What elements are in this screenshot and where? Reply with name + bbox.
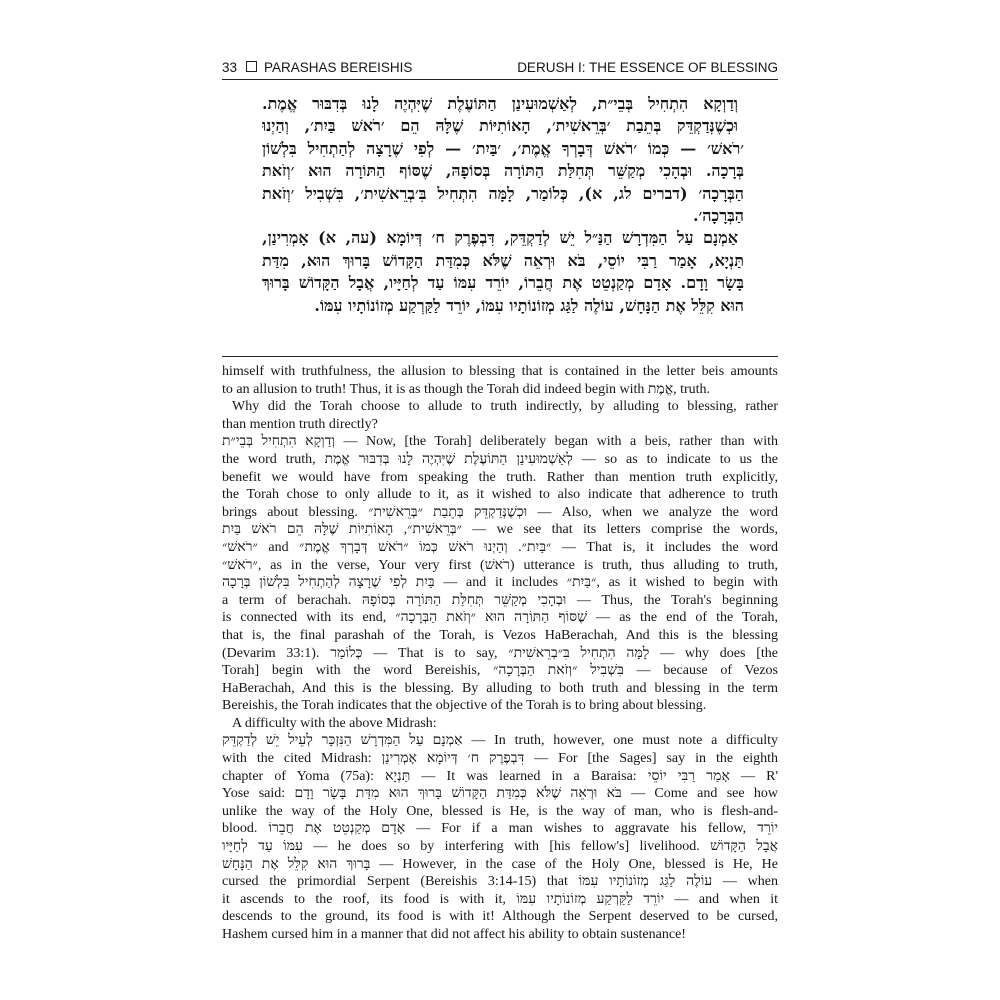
english-line: than mention truth directly? xyxy=(222,416,378,432)
english-line: ״רֹאשׁ״, as in the verse, Your very first (רֹאשׁ) utterance is truth, thus alluding to truth, xyxy=(222,557,778,573)
header-rule xyxy=(222,79,778,80)
english-line: to an allusion to truth! Thus, it is as though the Torah did indeed begin with אֱמֶת, truth. xyxy=(222,381,711,397)
hebrew-source-text xyxy=(262,93,744,317)
english-line: (Devarim 33:1). כְּלוֹמַר — That is to say, לָמָּה הִתְחִיל בִּ״בְרֵאשִׁית״ — why does [the xyxy=(222,645,778,661)
english-line: Hashem cursed him in a manner that did not affect his ability to obtain sustenance! xyxy=(222,927,686,942)
header-left xyxy=(222,60,412,75)
english-line: Bereishis, the Torah indicates that the objective of the Torah is to bring about blessing. xyxy=(222,698,707,714)
hebrew-line: וְדַוְקָא הִתְחִיל בְּבֵי״ת, לְאַשְׁמוּעִינַן הַתּוֹעֶלֶת שֶׁיִּהְיֶה לָנוּ בְּדִבּוּר אֱמֶת. xyxy=(262,94,738,113)
english-line: it ascends to the roof, its food is with it, יוֹרֵד לַקַּרְקַע מְזוֹנוֹתָיו עִמּוֹ — and when it xyxy=(222,891,778,907)
hebrew-line: וּכְשֶׁנְּדַקְדֵּק בְּתֵבַת ׳בְּרֵאשִׁית׳, הָאוֹתִיּוֹת שֶׁלָּהּ הֵם ׳רֹאשׁ בַּיִת׳, וְהַיְנוּ xyxy=(262,116,738,136)
hebrew-line: ׳רֹאשׁ׳ — כְּמוֹ ׳רֹאשׁ דְּבָרְךָ אֱמֶת׳, ׳בַּיִת׳ — לְפִי שֶׁרָצָה לְהַתְחִיל בִּלְשׁוֹן xyxy=(262,138,744,158)
english-line: cursed the primordial Serpent (Bereishis 3:14-15) that עוֹלֶה לַגַּג מְזוֹנוֹתָיו עִמּוֹ — when xyxy=(222,874,778,890)
hebrew-line: הַבְּרָכָה׳ (דברים לג, א), כְּלוֹמַר, לָמָּה הִתְחִיל בִּ׳בְרֵאשִׁית׳, בִּשְׁבִיל ׳וְזֹאת xyxy=(262,183,744,203)
running-header xyxy=(222,58,778,80)
english-line: blood. אָדָם מְקַנְטֵט אֶת חֲבֵרוֹ — For if a man wishes to aggravate his fellow, יוֹרֵד xyxy=(222,821,778,837)
square-bullet-icon xyxy=(246,61,257,72)
english-commentary xyxy=(222,363,778,944)
hebrew-line: הַבְּרָכָה׳. xyxy=(692,205,744,225)
english-line: himself with truthfulness, the allusion to blessing that is contained in the letter beis amounts xyxy=(222,364,778,379)
english-line: אַמְנָם עַל הַמִּדְרָשׁ הַנִּזְכָּר לְעֵיל יֵשׁ לְדַקְדֵּק — In truth, however, one must note a difficulty xyxy=(222,733,778,749)
english-line: benefit we would have from speaking the truth. Rather than mention truth explicitly, xyxy=(222,469,778,485)
hebrew-line: תַּנְיָא, אָמַר רַבִּי יוֹסֵי, בֹּא וּרְאֵה שֶׁלֹּא כְּמִדַּת הַקָּדוֹשׁ בָּרוּךְ הוּא, מִדַּת xyxy=(262,250,744,270)
section-title: PARASHAS BEREISHIS xyxy=(264,60,413,75)
hebrew-line: אַמְנָם עַל הַמִּדְרָשׁ הַנַּ״ל יֵשׁ לְדַקְדֵּק, דִּבְפֶרֶק ח׳ דְּיוֹמָא (עה, א) אָמְרִינַן, xyxy=(262,228,738,248)
english-line: עִמּוֹ עַד לְחַיָּיו — he does so by interfering with [his fellow's] livelihood. אֲבָל הַקָּדוֹשׁ xyxy=(222,839,778,855)
english-line: בַּיִת לְפִי שֶׁרָצָה לְהַתְחִיל בִּלְשׁוֹן בְּרָכָה — and it includes ״בַּיִת״, as it wished to begin with xyxy=(222,575,778,591)
english-line: ״בְּרֵאשִׁית״, הָאוֹתִיּוֹת שֶׁלָּהּ הֵם רֹאשׁ בַּיִת — we see that its letters comprise the words, xyxy=(222,522,778,538)
hebrew-line: הוּא קִלֵּל אֶת הַנָּחָשׁ, עוֹלֶה לַגַּג מְזוֹנוֹתָיו עִמּוֹ, יוֹרֵד לַקַּרְקַע מְזוֹנוֹתָיו עִמּוֹ. xyxy=(314,295,744,315)
english-line: A difficulty with the above Midrash: xyxy=(232,715,437,731)
english-line: the Torah chose to only allude to it, as it wished to also indicate that adherence to truth xyxy=(222,487,778,503)
english-line: Why did the Torah choose to allude to truth indirectly, by alluding to blessing, rather xyxy=(232,399,778,415)
english-line: a term of berachah. וּבְהָכִי מְקַשֵּׁר תְּחִלַּת הַתּוֹרָה בְּסוֹפָהּ — Thus, the Torah's beginning xyxy=(222,592,778,608)
english-line: chapter of Yoma (75a): תַּנְיָא — It was learned in a Baraisa: אָמַר רַבִּי יוֹסֵי — R' xyxy=(222,768,778,784)
hebrew-line: בְּרָכָה. וּבְהָכִי מְקַשֵּׁר תְּחִלַּת הַתּוֹרָה בְּסוֹפָהּ, שֶׁסּוֹף הַתּוֹרָה הוּא ׳וְזֹאת xyxy=(262,161,744,181)
english-line: ״רֹאשׁ״ and ״בַּיִת״. וְהַיְנוּ רֹאשׁ כְּמוֹ ״רֹאשׁ דְּבָרְךָ אֱמֶת״ — That is, it includes the word xyxy=(222,539,778,555)
hebrew-line: בָּשָׂר וָדָם. אָדָם מְקַנְטֵט אֶת חֲבֵרוֹ, יוֹרֵד עִמּוֹ עַד לְחַיָּיו, אֲבָל הַקָּדוֹשׁ בָּרוּךְ xyxy=(262,273,744,293)
english-line: unlike the way of the Holy One, blessed is He, is the way of man, who is flesh-and- xyxy=(222,803,778,819)
section-divider xyxy=(222,356,778,357)
english-line: brings about blessing. וּכְשֶׁנְּדַקְדֵּק בְּתֵבַת ״בְּרֵאשִׁית״ — Also, when we analyze the word xyxy=(222,504,778,520)
english-line: HaBerachah, And this is the blessing. By alluding to both truth and blessing in the term xyxy=(222,680,778,696)
english-line: the word truth, לְאַשְׁמוּעִינַן הַתּוֹעֶלֶת שֶׁיִּהְיֶה לָנוּ בְּדִבּוּר אֱמֶת — so as to indicate to us the xyxy=(222,451,778,467)
english-line: is connected with its end, שֶׁסּוֹף הַתּוֹרָה הוּא ״וְזֹאת הַבְּרָכָה״ — as the end of the Torah, xyxy=(222,610,778,626)
english-line: that is, the final parashah of the Torah, is Vezos HaBerachah, And this is the blessing xyxy=(222,627,778,643)
page-number: 33 xyxy=(222,60,238,75)
chapter-title: DERUSH I: THE ESSENCE OF BLESSING xyxy=(517,60,778,75)
english-line: with the cited Midrash: דִּבְפֶרֶק ח׳ דְּיוֹמָא אָמְרִינַן — For [the Sages] say in the eighth xyxy=(222,751,778,767)
english-line: בָּרוּךְ הוּא קִלֵּל אֶת הַנָּחָשׁ — However, in the case of the Holy One, blessed is He, He xyxy=(222,856,778,872)
english-line: וְדַוְקָא הִתְחִיל בְּבֵי״ת — Now, [the Torah] deliberately began with a beis, rather than with xyxy=(222,434,778,450)
english-line: Torah] begin with the word Bereishis, בִּשְׁבִיל ״וְזֹאת הַבְּרָכָה״ — because of Vezos xyxy=(222,663,778,679)
english-line: Yose said: בֹּא וּרְאֵה שֶׁלֹּא כְּמִדַּת הַקָּדוֹשׁ בָּרוּךְ הוּא מִדַּת בָּשָׂר וָדָם — Come and see how xyxy=(222,786,778,802)
english-line: descends to the ground, its food is with it! Although the Serpent deserved to be cursed, xyxy=(222,909,778,925)
